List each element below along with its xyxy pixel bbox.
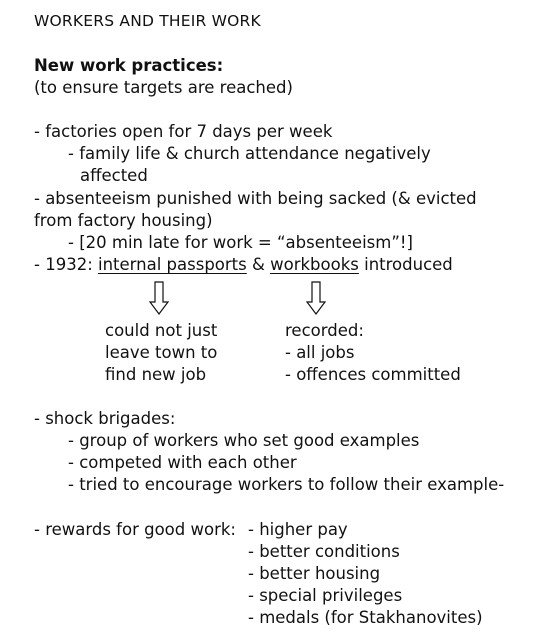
- rewards-label: - rewards for good work:: [34, 520, 236, 539]
- workbooks-note-line: - all jobs: [285, 343, 355, 362]
- practice-subline-continued: affected: [80, 166, 148, 185]
- shock-brigades-item: - tried to encourage workers to follow their example-: [68, 475, 505, 494]
- workbooks-note-line: recorded:: [285, 321, 364, 340]
- passports-suffix: introduced: [358, 255, 453, 274]
- passports-note-line: find new job: [105, 365, 207, 384]
- passports-line: [34, 254, 453, 276]
- down-arrow-icon: [149, 281, 169, 315]
- shock-brigades-item: - competed with each other: [68, 453, 297, 472]
- down-arrow-icon: [306, 281, 326, 315]
- rewards-item: - medals (for Stakhanovites): [248, 608, 483, 627]
- passports-note-line: could not just: [105, 321, 218, 340]
- passports-note-line: leave town to: [105, 343, 218, 362]
- shock-brigades-item: - group of workers who set good examples: [68, 431, 420, 450]
- passports-prefix: - 1932:: [34, 255, 98, 274]
- rewards-item: - better housing: [248, 564, 381, 583]
- rewards-item: - higher pay: [248, 520, 348, 539]
- passports-mid: &: [246, 255, 271, 274]
- practice-line: - factories open for 7 days per week: [34, 122, 333, 141]
- rewards-item: - special privileges: [248, 586, 403, 605]
- internal-passports-term: internal passports: [98, 255, 247, 274]
- rewards-item: - better conditions: [248, 542, 400, 561]
- practice-line-continued: from factory housing): [34, 211, 213, 230]
- shock-brigades-heading: - shock brigades:: [34, 409, 176, 428]
- section-subheading: (to ensure targets are reached): [34, 78, 293, 97]
- workbooks-note-line: - offences committed: [285, 365, 461, 384]
- practice-line: - absenteeism punished with being sacked (& evicted: [34, 189, 477, 208]
- workbooks-term: workbooks: [270, 255, 359, 274]
- practice-subline: - family life & church attendance negatively: [68, 144, 431, 163]
- section-heading: New work practices:: [34, 56, 224, 75]
- page-title: WORKERS AND THEIR WORK: [34, 12, 261, 30]
- practice-subline: - [20 min late for work = “absenteeism”!]: [68, 233, 413, 252]
